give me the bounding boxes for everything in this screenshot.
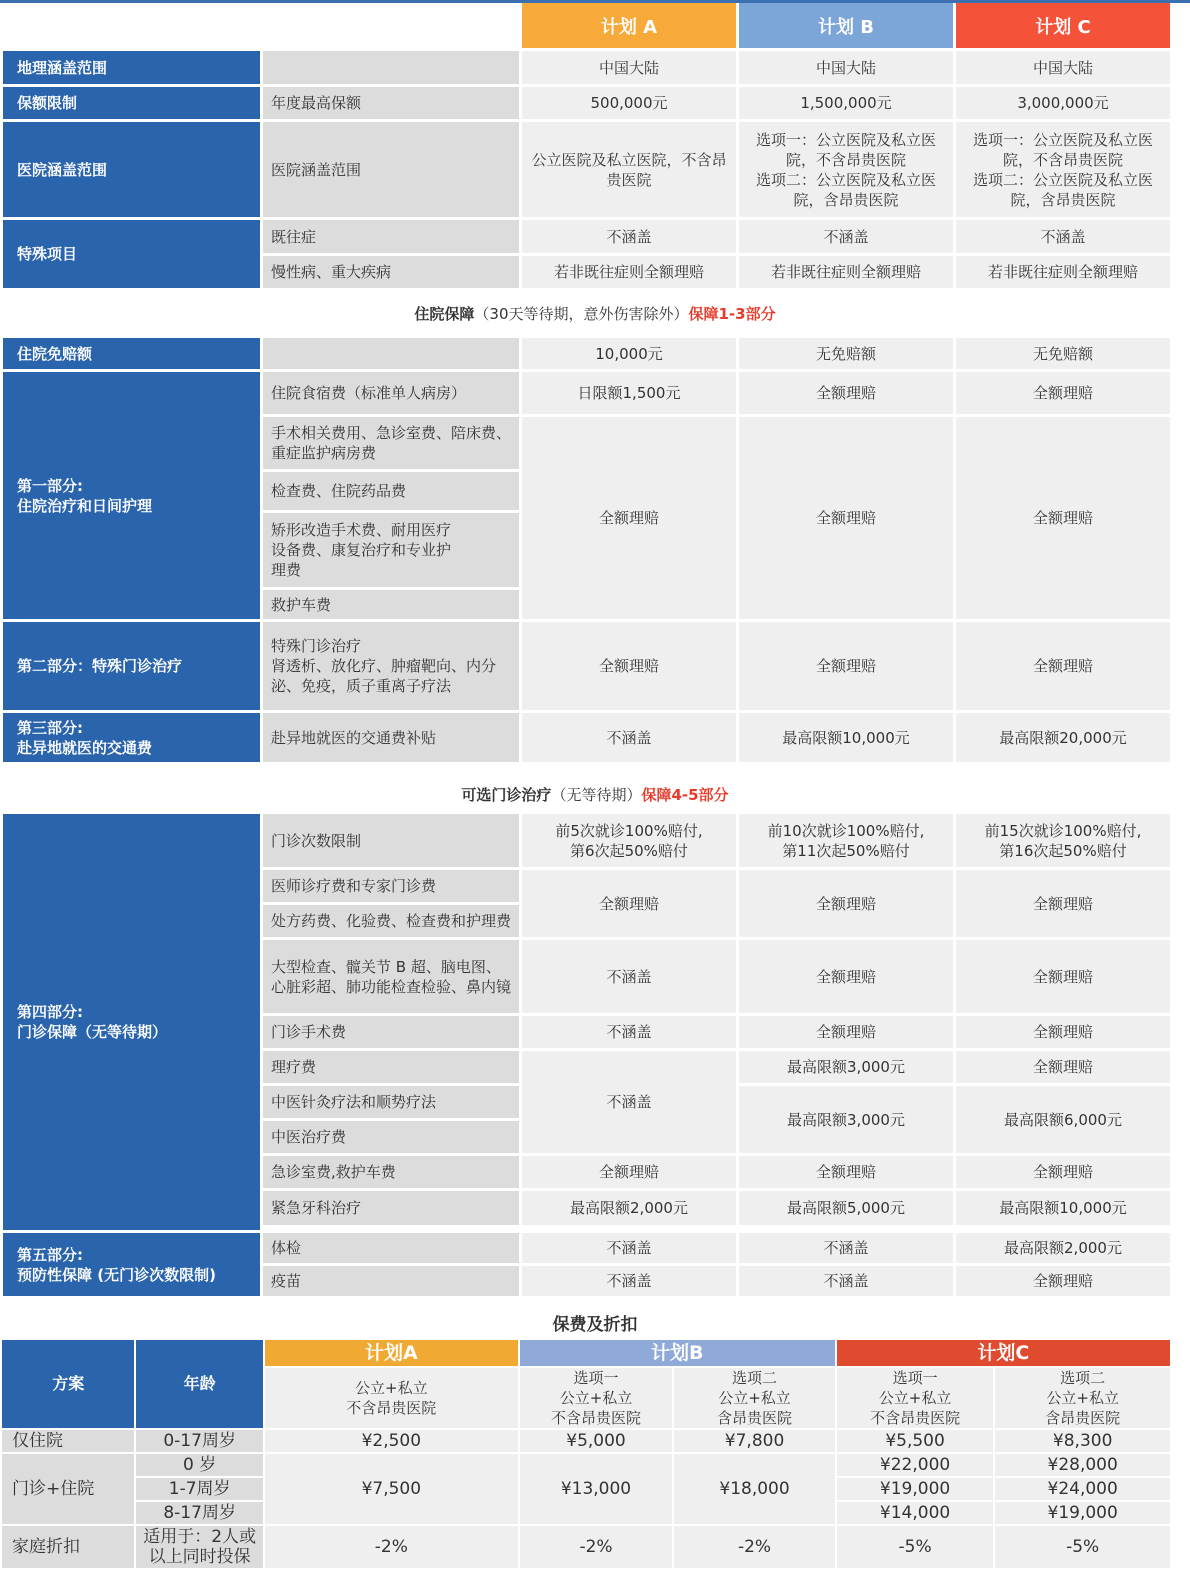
outpatient-title-parts: 保障4-5部分 [641, 786, 729, 804]
inpatient-title-parts: 保障1-3部分 [688, 305, 776, 323]
value-a: 不涵盖 [522, 713, 736, 762]
premium-plan-a: 计划A [265, 1340, 518, 1366]
item-cell: 医师诊疗费和专家门诊费 [263, 870, 519, 902]
item-cell: 检查费、住院药品费 [263, 472, 519, 510]
age-cell: 0 岁 [136, 1454, 262, 1476]
value-c: 全额理赔 [956, 870, 1170, 937]
value-b: 不涵盖 [739, 220, 953, 253]
item-cell: 处方药费、化验费、检查费和护理费 [263, 905, 519, 937]
value-b: 最高限额10,000元 [739, 713, 953, 762]
value-b: 全额理赔 [739, 622, 953, 710]
value-b: 1,500,000元 [739, 87, 953, 119]
value-a: 中国大陆 [522, 51, 736, 84]
value-c: 最高限额10,000元 [956, 1191, 1170, 1225]
value-b: 无免赔额 [739, 338, 953, 369]
item-cell: 特殊门诊治疗 肾透析、放化疗、肿瘤靶向、内分泌、免疫，质子重离子疗法 [263, 622, 519, 710]
price-b1: ¥13,000 [520, 1454, 673, 1524]
value-a: 不涵盖 [522, 1266, 736, 1296]
value-a: 日限额1,500元 [522, 372, 736, 414]
value-c: 无免赔额 [956, 338, 1170, 369]
premium-plan-b: 计划B [520, 1340, 835, 1366]
value-c: 选项一：公立医院及私立医院，不含昂贵医院 选项二：公立医院及私立医院，含昂贵医院 [956, 122, 1170, 217]
header-blank [263, 3, 519, 48]
item-cell: 紧急牙科治疗 [263, 1191, 519, 1225]
value-b: 最高限额3,000元 [739, 1051, 953, 1083]
item-cell: 理疗费 [263, 1051, 519, 1083]
value-c: 最高限额2,000元 [956, 1233, 1170, 1263]
value-b: 全额理赔 [739, 417, 953, 619]
value-c: 不涵盖 [956, 220, 1170, 253]
category-part1: 第一部分: 住院治疗和日间护理 [3, 372, 260, 619]
item-cell: 门诊手术费 [263, 1016, 519, 1048]
item-cell: 住院食宿费（标准单人病房） [263, 372, 519, 414]
category-limit: 保额限制 [3, 87, 260, 119]
value-c: 前15次就诊100%赔付, 第16次起50%赔付 [956, 814, 1170, 867]
value-a: 500,000元 [522, 87, 736, 119]
price-a: ¥2,500 [265, 1430, 518, 1452]
price-c2: ¥28,000 [995, 1454, 1170, 1476]
family-note: 适用于：2人或以上同时投保 [136, 1526, 262, 1568]
value-c: 全额理赔 [956, 1266, 1170, 1296]
inpatient-title-note: （30天等待期，意外伤害除外） [474, 305, 689, 323]
price-a: ¥7,500 [265, 1454, 518, 1524]
item-cell: 医院涵盖范围 [263, 122, 519, 217]
item-cell: 赴异地就医的交通费补贴 [263, 713, 519, 762]
premium-plan-c: 计划C [837, 1340, 1170, 1366]
item-cell: 门诊次数限制 [263, 814, 519, 867]
value-b: 全额理赔 [739, 940, 953, 1013]
category-part5: 第五部分: 预防性保障 (无门诊次数限制) [3, 1233, 260, 1296]
inpatient-title-main: 住院保障 [414, 305, 475, 323]
outpatient-section-title [0, 784, 1190, 805]
plan-c-header: 计划 C [956, 3, 1170, 48]
outpatient-table [0, 811, 1173, 1299]
value-c: 全额理赔 [956, 417, 1170, 619]
plan-a-header: 计划 A [522, 3, 736, 48]
value-c: 全额理赔 [956, 940, 1170, 1013]
value-b: 选项一：公立医院及私立医院，不含昂贵医院 选项二：公立医院及私立医院，含昂贵医院 [739, 122, 953, 217]
sub-a: 公立+私立 不含昂贵医院 [265, 1368, 518, 1428]
value-c: 全额理赔 [956, 622, 1170, 710]
premium-table [0, 1338, 1172, 1570]
value-b: 若非既往症则全额理赔 [739, 256, 953, 288]
item-cell: 中医针灸疗法和顺势疗法 [263, 1086, 519, 1118]
value-b: 中国大陆 [739, 51, 953, 84]
row-family-discount: 家庭折扣 [2, 1526, 134, 1568]
price-c2: ¥19,000 [995, 1502, 1170, 1524]
value-c: 全额理赔 [956, 1051, 1170, 1083]
discount-b1: -2% [520, 1526, 673, 1568]
category-part3: 第三部分: 赴异地就医的交通费 [3, 713, 260, 762]
value-a: 全额理赔 [522, 417, 736, 619]
inpatient-table [0, 335, 1173, 765]
basic-coverage-table [0, 0, 1173, 291]
value-a: 不涵盖 [522, 1233, 736, 1263]
sub-c1: 选项一 公立+私立 不含昂贵医院 [837, 1368, 994, 1428]
value-b: 不涵盖 [739, 1266, 953, 1296]
value-a: 10,000元 [522, 338, 736, 369]
price-c2: ¥24,000 [995, 1478, 1170, 1500]
value-c: 全额理赔 [956, 372, 1170, 414]
row-combo: 门诊+住院 [2, 1454, 134, 1524]
col-age: 年龄 [136, 1340, 262, 1428]
value-a: 全额理赔 [522, 622, 736, 710]
col-scheme: 方案 [2, 1340, 134, 1428]
sub-b1: 选项一 公立+私立 不含昂贵医院 [520, 1368, 673, 1428]
discount-b2: -2% [674, 1526, 835, 1568]
outpatient-title-main: 可选门诊治疗 [461, 786, 552, 804]
price-b2: ¥7,800 [674, 1430, 835, 1452]
item-cell: 既往症 [263, 220, 519, 253]
value-b: 全额理赔 [739, 1016, 953, 1048]
value-c: 3,000,000元 [956, 87, 1170, 119]
category-geo: 地理涵盖范围 [3, 51, 260, 84]
item-cell: 救护车费 [263, 590, 519, 619]
item-cell: 中医治疗费 [263, 1121, 519, 1153]
value-b: 全额理赔 [739, 870, 953, 937]
sub-c2: 选项二 公立+私立 含昂贵医院 [995, 1368, 1170, 1428]
row-inpatient-only: 仅住院 [2, 1430, 134, 1452]
category-part4: 第四部分: 门诊保障（无等待期） [3, 814, 260, 1230]
value-c: 全额理赔 [956, 1016, 1170, 1048]
value-b: 全额理赔 [739, 1156, 953, 1188]
value-c: 中国大陆 [956, 51, 1170, 84]
discount-c2: -5% [995, 1526, 1170, 1568]
age-cell: 1-7周岁 [136, 1478, 262, 1500]
price-c1: ¥5,500 [837, 1430, 994, 1452]
value-a: 最高限额2,000元 [522, 1191, 736, 1225]
item-cell: 矫形改造手术费、耐用医疗设备费、康复治疗和专业护理费 [263, 513, 519, 587]
item-cell: 手术相关费用、急诊室费、陪床费、重症监护病房费 [263, 417, 519, 469]
age-cell: 0-17周岁 [136, 1430, 262, 1452]
item-cell: 年度最高保额 [263, 87, 519, 119]
price-b1: ¥5,000 [520, 1430, 673, 1452]
value-a: 公立医院及私立医院，不含昂贵医院 [522, 122, 736, 217]
premium-title: 保费及折扣 [552, 1315, 638, 1335]
age-cell: 8-17周岁 [136, 1502, 262, 1524]
sub-b2: 选项二 公立+私立 含昂贵医院 [674, 1368, 835, 1428]
item-cell: 慢性病、重大疾病 [263, 256, 519, 288]
value-a: 若非既往症则全额理赔 [522, 256, 736, 288]
item-cell: 疫苗 [263, 1266, 519, 1296]
item-cell: 体检 [263, 1233, 519, 1263]
category-special: 特殊项目 [3, 220, 260, 288]
price-c2: ¥8,300 [995, 1430, 1170, 1452]
discount-c1: -5% [837, 1526, 994, 1568]
price-c1: ¥22,000 [837, 1454, 994, 1476]
value-a: 不涵盖 [522, 1016, 736, 1048]
price-c1: ¥14,000 [837, 1502, 994, 1524]
value-a: 不涵盖 [522, 940, 736, 1013]
value-b: 最高限额3,000元 [739, 1086, 953, 1153]
value-a: 全额理赔 [522, 1156, 736, 1188]
price-b2: ¥18,000 [674, 1454, 835, 1524]
value-b: 最高限额5,000元 [739, 1191, 953, 1225]
price-c1: ¥19,000 [837, 1478, 994, 1500]
value-b: 前10次就诊100%赔付, 第11次起50%赔付 [739, 814, 953, 867]
value-c: 若非既往症则全额理赔 [956, 256, 1170, 288]
category-part2: 第二部分：特殊门诊治疗 [3, 622, 260, 710]
value-c: 最高限额6,000元 [956, 1086, 1170, 1153]
plan-b-header: 计划 B [739, 3, 953, 48]
value-c: 最高限额20,000元 [956, 713, 1170, 762]
item-cell: 大型检查、髋关节 B 超、脑电图、心脏彩超、肺功能检查检验、鼻内镜 [263, 940, 519, 1013]
item-cell [263, 338, 519, 369]
inpatient-section-title [0, 303, 1190, 324]
category-hospital: 医院涵盖范围 [3, 122, 260, 217]
value-a: 前5次就诊100%赔付, 第6次起50%赔付 [522, 814, 736, 867]
value-c: 全额理赔 [956, 1156, 1170, 1188]
item-cell: 急诊室费,救护车费 [263, 1156, 519, 1188]
value-a: 不涵盖 [522, 220, 736, 253]
value-b: 不涵盖 [739, 1233, 953, 1263]
value-a: 不涵盖 [522, 1051, 736, 1153]
header-blank [3, 3, 260, 48]
value-a: 全额理赔 [522, 870, 736, 937]
item-cell [263, 51, 519, 84]
discount-a: -2% [265, 1526, 518, 1568]
value-b: 全额理赔 [739, 372, 953, 414]
outpatient-title-note: （无等待期） [551, 786, 642, 804]
category-deductible: 住院免赔额 [3, 338, 260, 369]
